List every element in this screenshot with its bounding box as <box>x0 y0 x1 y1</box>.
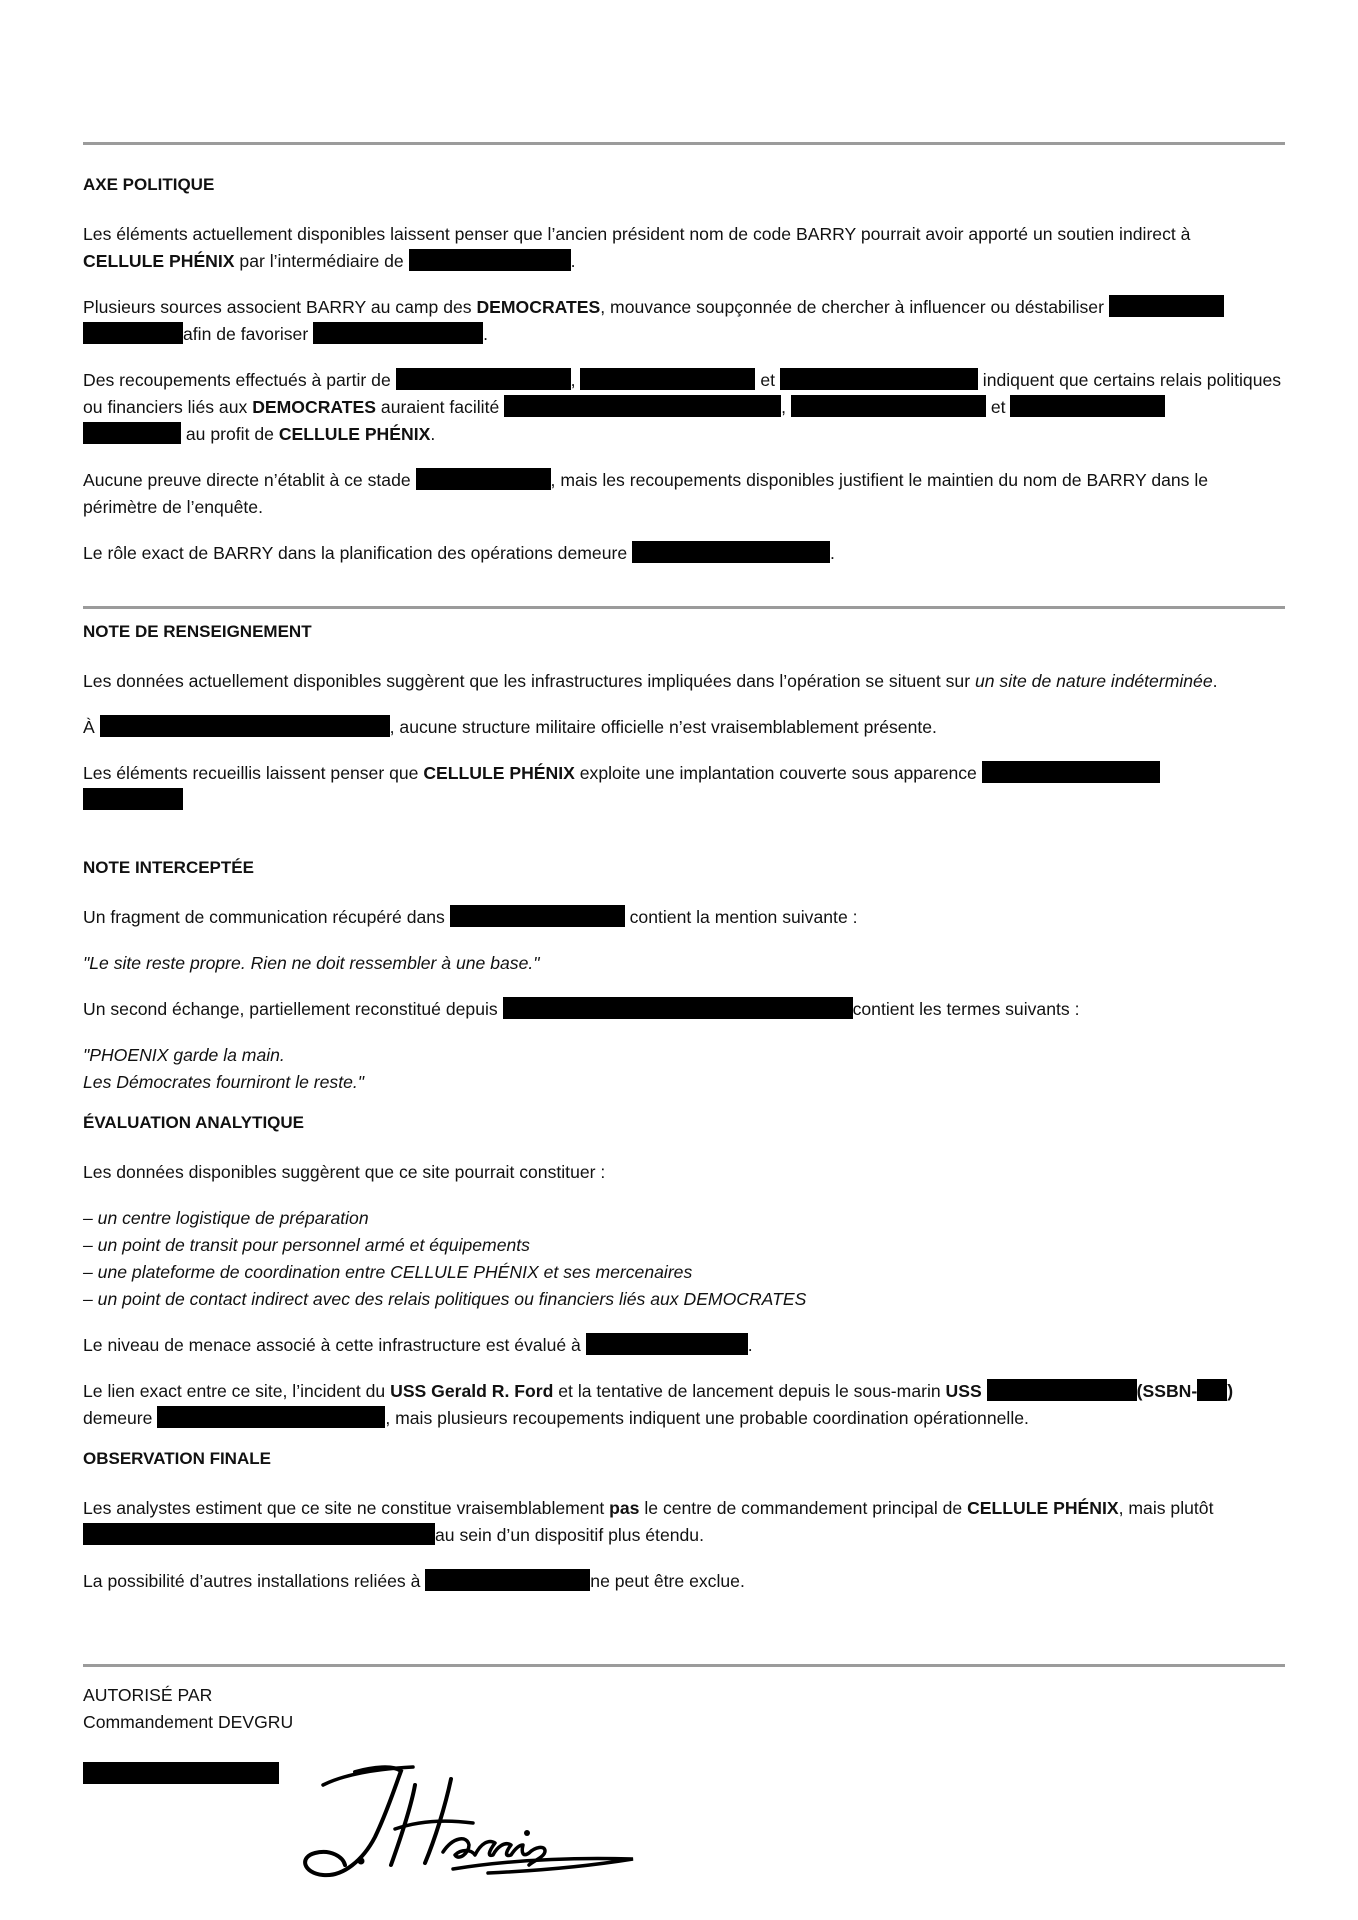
redaction-bar <box>396 368 571 390</box>
redaction-bar <box>83 422 181 444</box>
text: Le niveau de menace associé à cette infrastructure est évalué à <box>83 1335 581 1355</box>
text: . <box>570 251 576 271</box>
italic-text: un site de nature indéterminée <box>974 671 1213 691</box>
list-item: – une plateforme de coordination entre CELLULE PHÉNIX et ses mercenaires <box>83 1262 693 1282</box>
divider <box>83 606 1285 609</box>
redaction-bar <box>313 322 483 344</box>
bold-text: ) <box>1227 1381 1234 1401</box>
text: . <box>747 1335 753 1355</box>
authorized-by-label: AUTORISÉ PAR <box>83 1685 213 1705</box>
paragraph <box>83 714 1285 741</box>
text: . <box>1212 671 1218 691</box>
divider <box>83 1664 1285 1667</box>
text: . <box>830 543 835 563</box>
paragraph <box>83 221 1285 275</box>
text: demeure <box>83 1408 153 1428</box>
document-page <box>83 0 1285 1920</box>
text: Des recoupements effectués à partir de <box>83 370 391 390</box>
redaction-bar <box>1010 395 1165 417</box>
text: . <box>483 324 488 344</box>
bold-text: pas <box>609 1498 640 1518</box>
text: La possibilité d’autres installations reliées à <box>83 1571 421 1591</box>
text: Les éléments actuellement disponibles laissent penser que l’ancien président nom de code BARRY pourrait avoir apporté un soutien indirect à <box>83 224 1191 244</box>
redaction-bar <box>1109 295 1224 317</box>
redaction-bar <box>504 395 781 417</box>
text: À <box>83 717 95 737</box>
redaction-bar <box>632 541 830 563</box>
list-item: – un point de contact indirect avec des relais politiques ou financiers liés aux DEMOCRATES <box>83 1289 807 1309</box>
paragraph <box>83 467 1285 521</box>
section-axe-politique <box>83 175 1285 586</box>
signature-image <box>283 1757 643 1887</box>
redaction-bar <box>83 322 183 344</box>
text: contient les termes suivants : <box>852 999 1080 1019</box>
authorization-block <box>83 1682 1285 1736</box>
redaction-bar <box>157 1406 385 1428</box>
paragraph <box>83 540 1285 567</box>
text: . <box>430 424 436 444</box>
text: , <box>781 397 787 417</box>
bold-text: CELLULE PHÉNIX <box>967 1498 1119 1518</box>
redaction-bar <box>580 368 755 390</box>
paragraph <box>83 1568 1285 1595</box>
text: et <box>990 397 1006 417</box>
paragraph <box>83 1332 1285 1359</box>
text: , aucune structure militaire officielle n’est vraisemblablement présente. <box>389 717 937 737</box>
list-item: – un centre logistique de préparation <box>83 1208 369 1228</box>
redaction-bar <box>83 788 183 810</box>
section-heading: NOTE DE RENSEIGNEMENT <box>83 622 312 641</box>
redaction-bar <box>1197 1379 1227 1401</box>
redaction-bar <box>416 468 551 490</box>
paragraph <box>83 1495 1285 1549</box>
text: et la tentative de lancement depuis le sous-marin <box>558 1381 941 1401</box>
paragraph: Les données disponibles suggèrent que ce site pourrait constituer : <box>83 1162 606 1182</box>
text: Un fragment de communication récupéré dans <box>83 907 445 927</box>
text: , <box>570 370 576 390</box>
section-evaluation-analytique <box>83 1113 1285 1451</box>
italic-text: "PHOENIX garde la main. <box>83 1045 285 1065</box>
redaction-bar <box>100 715 390 737</box>
italic-text: "Le site reste propre. Rien ne doit ressembler à une base." <box>83 953 540 973</box>
text: ne peut être exclue. <box>590 1571 745 1591</box>
bold-text: CELLULE PHÉNIX <box>278 424 431 444</box>
paragraph <box>83 1378 1285 1432</box>
text: , mais plutôt <box>1118 1498 1214 1518</box>
text: indiquent que certains relais politiques ou financiers liés aux <box>83 370 1282 417</box>
text: et <box>760 370 775 390</box>
text: Aucune preuve directe n’établit à ce stade <box>83 470 411 490</box>
text: par l’intermédiaire de <box>239 251 404 271</box>
text: contient la mention suivante : <box>629 907 858 927</box>
section-note-interceptee <box>83 858 1285 1115</box>
text: , mais les recoupements disponibles justifient le maintien du nom de BARRY dans le périmètre de l’enquête. <box>83 470 1209 517</box>
text: Un second échange, partiellement reconstitué depuis <box>83 999 498 1019</box>
text: au sein d’un dispositif plus étendu. <box>435 1525 704 1545</box>
paragraph <box>83 294 1285 348</box>
bold-text: (SSBN- <box>1136 1381 1198 1401</box>
bold-text: USS <box>945 1381 982 1401</box>
paragraph <box>83 996 1285 1023</box>
text: le centre de commandement principal de <box>644 1498 963 1518</box>
text: , mais plusieurs recoupements indiquent une probable coordination opérationnelle. <box>385 1408 1029 1428</box>
section-heading: OBSERVATION FINALE <box>83 1449 271 1468</box>
paragraph <box>83 904 1285 931</box>
bold-text: DEMOCRATES <box>252 397 377 417</box>
redaction-bar <box>409 249 571 271</box>
redaction-bar <box>503 997 853 1019</box>
bullet-list <box>83 1205 1285 1313</box>
redaction-bar <box>425 1569 590 1591</box>
text: Le lien exact entre ce site, l’incident du <box>83 1381 386 1401</box>
section-note-renseignement <box>83 622 1285 833</box>
bold-text: USS Gerald R. Ford <box>390 1381 554 1401</box>
text: Les analystes estiment que ce site ne constitue vraisemblablement <box>83 1498 605 1518</box>
redaction-bar <box>450 905 625 927</box>
text: au profit de <box>185 424 274 444</box>
redaction-bar <box>83 1762 279 1784</box>
text: Plusieurs sources associent BARRY au camp des <box>83 297 472 317</box>
section-heading: AXE POLITIQUE <box>83 175 215 194</box>
section-heading: NOTE INTERCEPTÉE <box>83 858 254 877</box>
top-divider <box>83 142 1285 145</box>
redaction-bar <box>83 1523 435 1545</box>
text: Les données actuellement disponibles suggèrent que les infrastructures impliquées dans l’opération se situent sur <box>83 671 971 691</box>
bold-text: CELLULE PHÉNIX <box>423 763 575 783</box>
list-item: – un point de transit pour personnel armé et équipements <box>83 1235 530 1255</box>
redaction-bar <box>982 761 1160 783</box>
italic-text: Les Démocrates fourniront le reste." <box>83 1072 365 1092</box>
quote <box>83 950 1285 977</box>
redaction-bar <box>791 395 986 417</box>
section-heading: ÉVALUATION ANALYTIQUE <box>83 1113 305 1132</box>
section-observation-finale <box>83 1449 1285 1614</box>
text: afin de favoriser <box>183 324 309 344</box>
text: auraient facilité <box>380 397 500 417</box>
paragraph <box>83 760 1285 814</box>
bold-text: CELLULE PHÉNIX <box>83 251 235 271</box>
redaction-bar <box>780 368 978 390</box>
redaction-bar <box>586 1333 748 1355</box>
authorizing-unit: Commandement DEVGRU <box>83 1712 294 1732</box>
paragraph <box>83 367 1285 448</box>
text: , mouvance soupçonnée de chercher à influencer ou déstabiliser <box>600 297 1104 317</box>
quote <box>83 1042 1285 1096</box>
text: exploite une implantation couverte sous apparence <box>579 763 977 783</box>
text: Le rôle exact de BARRY dans la planification des opérations demeure <box>83 543 628 563</box>
paragraph <box>83 668 1285 695</box>
text: Les éléments recueillis laissent penser que <box>83 763 419 783</box>
bold-text: DEMOCRATES <box>476 297 601 317</box>
redaction-bar <box>987 1379 1137 1401</box>
